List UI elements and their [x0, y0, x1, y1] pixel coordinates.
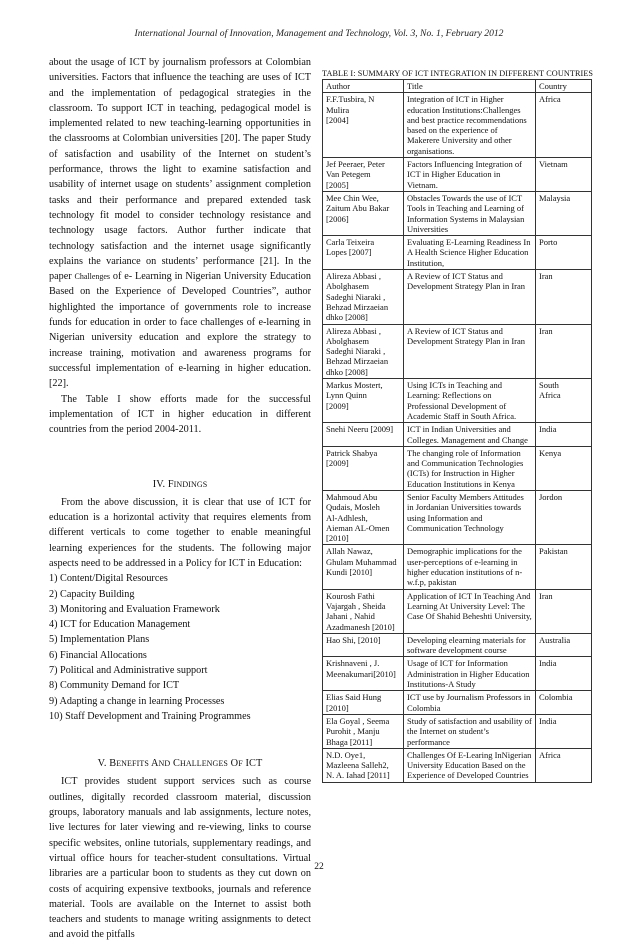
table-row [323, 379, 592, 423]
cell-title: Evaluating E-Learning Readiness In A Health Science Higher Education Institution, [404, 236, 536, 270]
cell-country: India [536, 657, 592, 691]
journal-header: International Journal of Innovation, Management and Technology, Vol. 3, No. 1, February 2012 [134, 28, 504, 39]
table-row [323, 236, 592, 270]
cell-author: Elias Said Hung [2010] [323, 691, 404, 715]
cell-title: Demographic implications for the user-perceptions of e-learning in higher education institutions of n-w.f.p, pakistan [404, 545, 536, 589]
cell-title: Developing elearning materials for software development course [404, 633, 536, 657]
cell-country: Colombia [536, 691, 592, 715]
table-row [323, 490, 592, 544]
paragraph-1-small: Challenges [74, 272, 111, 282]
left-column [49, 55, 311, 943]
table-row [323, 324, 592, 378]
table-row [323, 633, 592, 657]
cell-country: Australia [536, 633, 592, 657]
table-caption: TABLE I: SUMMARY OF ICT INTEGRATION IN DIFFERENT COUNTRIES [322, 69, 594, 78]
paragraph-3: From the above discussion, it is clear that use of ICT for education is a horizontal activity that requires elements from different verticals to come together to enable meaningful learning experiences for the students. The following major aspects need to be addressed in a Policy for ICT in Education: [49, 496, 311, 569]
cell-country: Jordon [536, 490, 592, 544]
cell-title: Obstacles Towards the use of ICT Tools in Teaching and Learning of Information Systems in Malaysian Universities [404, 191, 536, 235]
list-item: 6) Financial Allocations [49, 649, 147, 661]
cell-author: Mahmoud Abu Qudais, Mosleh Al-Adhlesh, Aieman AL-Omen [2010] [323, 490, 404, 544]
table-row [323, 657, 592, 691]
list-item: 2) Capacity Building [49, 588, 135, 600]
cell-author: Allah Nawaz, Ghulam Muhammad Kundi [2010] [323, 545, 404, 589]
cell-author: Alireza Abbasi , Abolghasem Sadeghi Niaraki , Behzad Mirzaeian dhko [2008] [323, 270, 404, 324]
policy-aspect-list [49, 571, 311, 724]
list-item: 8) Community Demand for ICT [49, 680, 180, 692]
cell-author: F.F.Tusbira, N Mulira [2004] [323, 93, 404, 158]
cell-author: Jef Peeraer, Peter Van Petegem [2005] [323, 158, 404, 192]
table-row [323, 93, 592, 158]
table-body [323, 93, 592, 782]
cell-country: South Africa [536, 379, 592, 423]
cell-country: Porto [536, 236, 592, 270]
cell-country: Vietnam [536, 158, 592, 192]
cell-title: Integration of ICT in Higher education Institutions:Challenges and best practice recommendations based on the experience of Makerere University and other organisations. [404, 93, 536, 158]
cell-author: Snehi Neeru [2009] [323, 423, 404, 447]
page-number: 22 [314, 862, 324, 872]
cell-country: Kenya [536, 446, 592, 490]
table-row [323, 748, 592, 782]
paragraph-4: ICT provides student support services such as course outlines, digitally recorded classroom material, discussion groups, laboratory manuals and lab assignments, lecture notes, live lectures for later viewing and re-viewing, links to course specific websites, online tutorials, supplementary readings, and virtual office hours for teacher-student consultations. Virtual libraries are a particular boon to students as they cut down on costs of acquiring expensive textbooks, journals and reference material. Tools are available on the Internet to assist both teachers and students to manage writing assignments to detect and avoid the pitfalls [49, 776, 311, 941]
cell-author: Ela Goyal , Seema Purohit , Manju Bhaga [2011] [323, 714, 404, 748]
table-row [323, 691, 592, 715]
cell-country: India [536, 714, 592, 748]
list-item: 3) Monitoring and Evaluation Framework [49, 603, 220, 615]
list-item: 10) Staff Development and Training Programmes [49, 710, 251, 722]
cell-title: Application of ICT In Teaching And Learning At University Level: The Case Of Shahid Beheshti University, [404, 589, 536, 633]
section-heading-findings: IV. FINDINGS [152, 479, 208, 491]
cell-title: Study of satisfaction and usability of the Internet on student’s performance [404, 714, 536, 748]
paragraph-2: The Table I show efforts made for the successful implementation of ICT in higher education in different countries from the period 2004-2011. [49, 393, 311, 436]
cell-author: N.D. Oye1, Mazleena Salleh2, N. A. Iahad [2011] [323, 748, 404, 782]
table-row [323, 589, 592, 633]
table-row [323, 545, 592, 589]
cell-author: Alireza Abbasi , Abolghasem Sadeghi Niaraki , Behzad Mirzaeian dhko [2008] [323, 324, 404, 378]
list-item: 1) Content/Digital Resources [49, 573, 168, 585]
cell-title: Factors Influencing Integration of ICT in Higher Education in Vietnam. [404, 158, 536, 192]
list-item: 7) Political and Administrative support [49, 664, 208, 676]
section-heading-benefits: V. BENEFITS AND CHALLENGES OF ICT [97, 758, 263, 770]
cell-country: Iran [536, 270, 592, 324]
cell-author: Kourosh Fathi Vajargah , Sheida Jahani , Nahid Azadmanesh [2010] [323, 589, 404, 633]
cell-title: Challenges Of E-Learing InNigerian University Education Based on the Experience of Developed Countries [404, 748, 536, 782]
list-item: 5) Implementation Plans [49, 634, 150, 646]
cell-country: Iran [536, 589, 592, 633]
cell-title: A Review of ICT Status and Development Strategy Plan in Iran [404, 324, 536, 378]
cell-author: Mee Chin Wee, Zaitum Abu Bakar [2006] [323, 191, 404, 235]
list-item: 9) Adapting a change in learning Processes [49, 695, 225, 707]
cell-title: Using ICTs in Teaching and Learning: Reflections on Professional Development of Academic Staff in South Africa. [404, 379, 536, 423]
cell-title: ICT in Indian Universities and Colleges. Management and Change [404, 423, 536, 447]
header-title: Title [404, 80, 536, 93]
cell-country: Africa [536, 93, 592, 158]
cell-title: ICT use by Journalism Professors in Colombia [404, 691, 536, 715]
table-row [323, 446, 592, 490]
table-row [323, 191, 592, 235]
table-row [323, 158, 592, 192]
cell-country: Iran [536, 324, 592, 378]
cell-title: Usage of ICT for Information Administration in Higher Education Institutions-A Study [404, 657, 536, 691]
table-row [323, 423, 592, 447]
paragraph-1: about the usage of ICT by journalism professors at Colombian universities. Factors that influence the teaching are uses of ICT and the implementation of pedagogical strategies in the classroom. To support ICT in teaching, pedagogical model is implemented related to new teaching-learning opportunities in the classrooms at Colombian universities [20]. The paper Study of satisfaction and usability of the Internet on student’s performance, throws the light to examine satisfaction and usability of internet usage on students’ assignment completion tasks and their performance and prepared extended task technology fit model to consider technology resistance and technology usage factors. Author further indicate that technology satisfaction and the internet usage significantly explains the variance on students’ performance [21]. In the paper Challenges of e- Learning in Nigerian University Education Based on the Experience of Developed Countries”, author highlighted the importance of governments role to increase funds for education in order to face challenges of e-learning in Nigerian university education and explore the strategy to increase training, motivation and awareness programs for successful implementation of e-learning in higher education. [22]. [49, 57, 311, 390]
cell-country: India [536, 423, 592, 447]
cell-title: Senior Faculty Members Attitudes in Jordanian Universities towards using Information and Communication Technology [404, 490, 536, 544]
table-header-row [323, 80, 592, 93]
cell-country: Malaysia [536, 191, 592, 235]
header-country: Country [536, 80, 592, 93]
cell-author: Hao Shi, [2010] [323, 633, 404, 657]
cell-country: Pakistan [536, 545, 592, 589]
table-region [322, 69, 594, 783]
header-author: Author [323, 80, 404, 93]
cell-author: Krishnaveni , J. Meenakumari[2010] [323, 657, 404, 691]
list-item: 4) ICT for Education Management [49, 619, 191, 631]
cell-author: Patrick Shabya [2009] [323, 446, 404, 490]
table-row [323, 270, 592, 324]
ict-integration-table [322, 79, 592, 783]
cell-author: Markus Mostert, Lynn Quinn [2009] [323, 379, 404, 423]
cell-title: A Review of ICT Status and Development Strategy Plan in Iran [404, 270, 536, 324]
table-row [323, 714, 592, 748]
cell-author: Carla Teixeira Lopes [2007] [323, 236, 404, 270]
cell-country: Africa [536, 748, 592, 782]
cell-title: The changing role of Information and Communication Technologies (ICTs) for Instruction in Higher Education Institutions in Kenya [404, 446, 536, 490]
